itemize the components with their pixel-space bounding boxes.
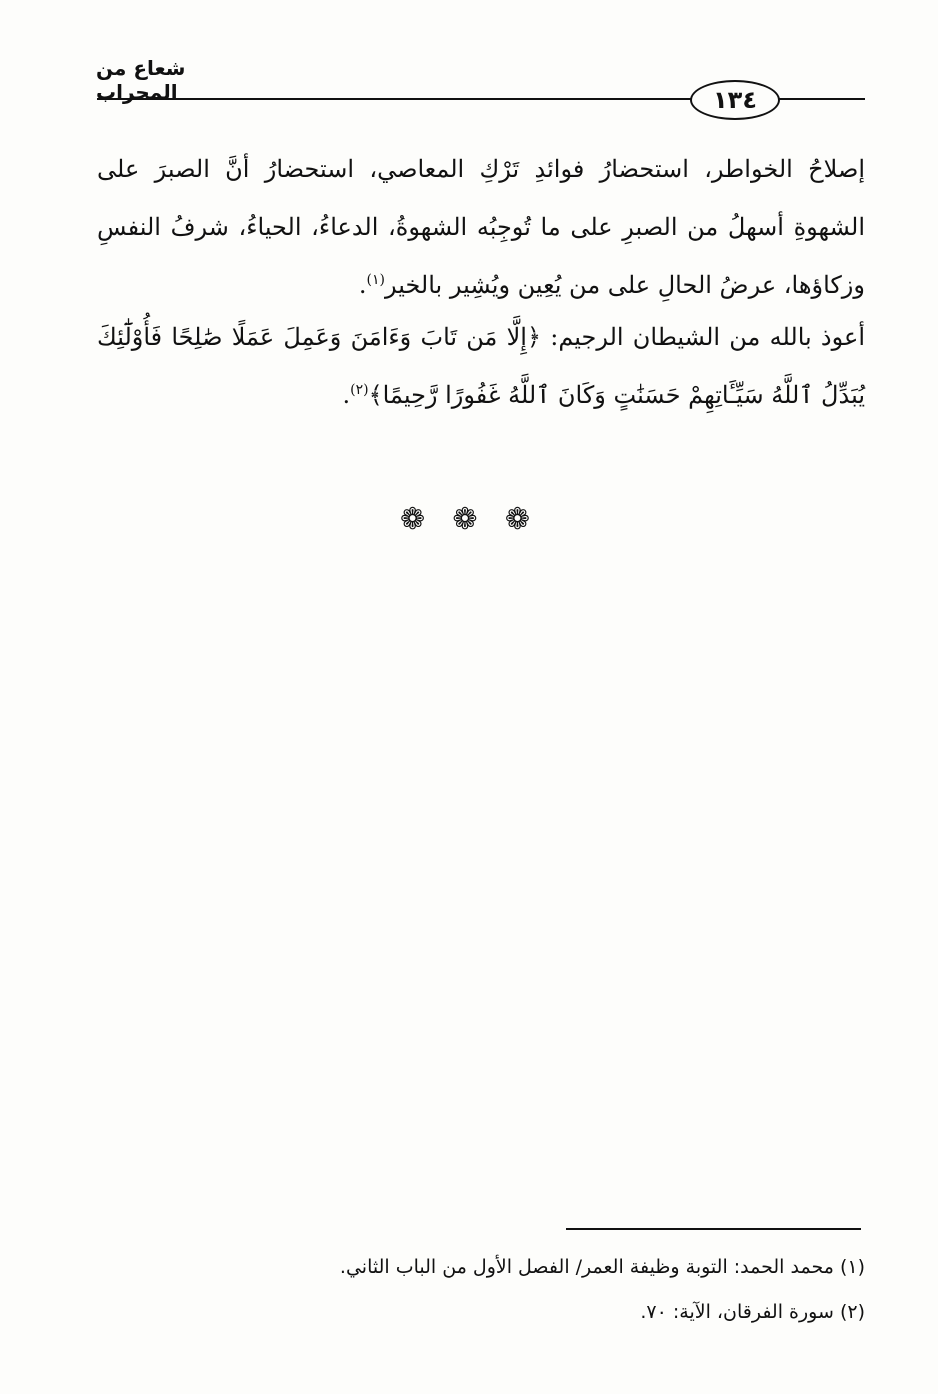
running-title: شعاع من المحراب bbox=[96, 56, 186, 104]
footnote-2: (٢) سورة الفرقان، الآية: ٧٠. bbox=[640, 1301, 865, 1323]
flower-ornament-icon: ❁ bbox=[400, 502, 426, 537]
footnote-ref-2: (٢) bbox=[350, 382, 369, 398]
flower-ornament-icon: ❁ bbox=[504, 502, 530, 537]
flower-ornament-icon: ❁ bbox=[452, 502, 478, 537]
paragraph-2-end: . bbox=[342, 381, 351, 409]
paragraph-1-end: . bbox=[358, 271, 367, 299]
footnote-ref-1: (١) bbox=[366, 272, 385, 288]
footnote-1: (١) محمد الحمد: التوبة وظيفة العمر/ الفصل الأول من الباب الثاني. bbox=[339, 1256, 865, 1278]
section-separator bbox=[400, 502, 530, 537]
quran-verse: ﴿إِلَّا مَن تَابَ وَءَامَنَ وَعَمِلَ عَمَلًا صَٰلِحًا فَأُوْلَٰٓئِكَ يُبَدِّلُ ٱللَّهُ سَيِّـَٔاتِهِمْ حَسَنَٰتٍ وَكَانَ ٱللَّهُ غَفُورًا رَّحِيمًا﴾ bbox=[97, 323, 865, 409]
footnote-rule bbox=[566, 1228, 861, 1230]
paragraph-1-text: إصلاحُ الخواطر، استحضارُ فوائدِ تَرْكِ المعاصي، استحضارُ أنَّ الصبرَ على الشهوةِ أسهلُ من الصبرِ على ما تُوجِبُه الشهوةُ، الدعاءُ، الحياءُ، شرفُ النفسِ وزكاؤها، عرضُ الحالِ على من يُعِين ويُشِير بالخير bbox=[97, 155, 865, 299]
page-number: ١٣٤ bbox=[690, 80, 780, 120]
paragraph-2 bbox=[97, 308, 865, 424]
footnotes bbox=[97, 1245, 865, 1335]
paragraph-2-intro: أعوذ بالله من الشيطان الرجيم: bbox=[541, 323, 866, 351]
paragraph-1 bbox=[97, 140, 865, 314]
